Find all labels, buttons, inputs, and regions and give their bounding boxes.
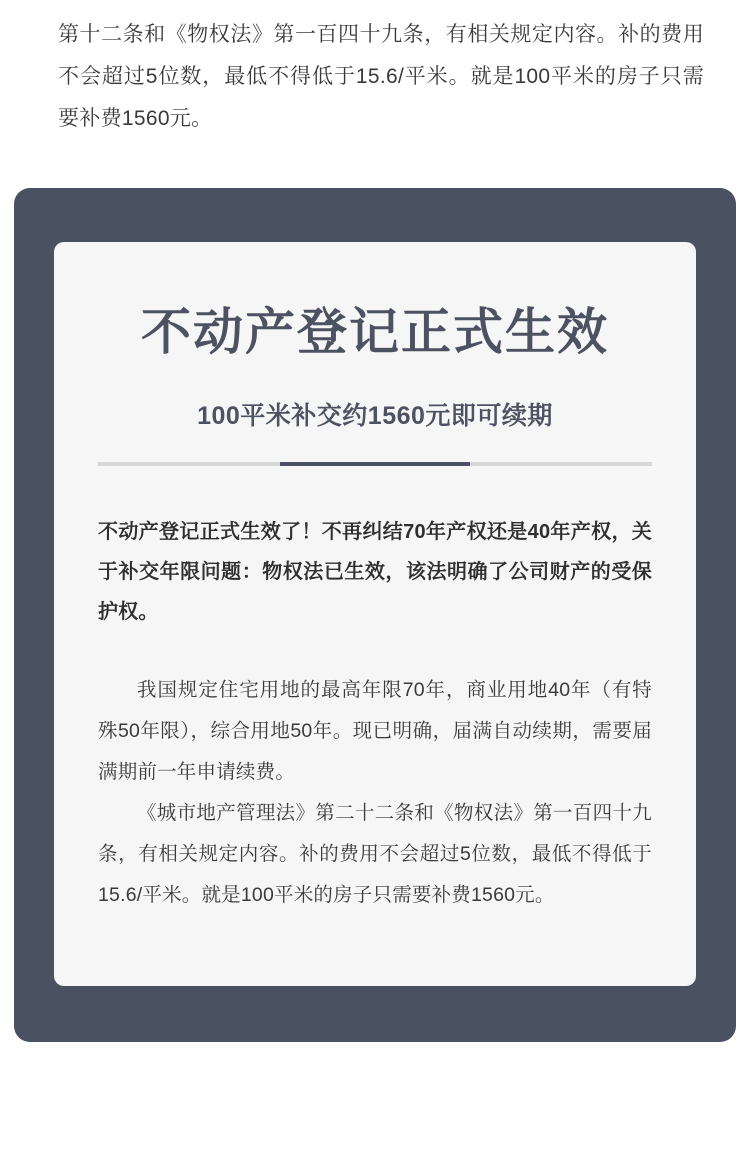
divider-accent <box>280 462 470 466</box>
highlight-card-inner <box>54 242 696 986</box>
highlight-card <box>14 188 736 1042</box>
card-lead-text: 不动产登记正式生效了！不再纠结70年产权还是40年产权，关于补交年限问题：物权法已生效，该法明确了公司财产的受保护权。 <box>98 520 652 623</box>
section-divider <box>98 462 652 466</box>
card-body-paragraph-2: 《城市地产管理法》第二十二条和《物权法》第一百四十九条，有相关规定内容。补的费用不会超过5位数，最低不得低于15.6/平米。就是100平米的房子只需要补费1560元。 <box>98 801 652 906</box>
card-body <box>98 670 652 916</box>
card-headline: 不动产登记正式生效 <box>141 304 609 360</box>
intro-paragraph: 第十二条和《物权法》第一百四十九条，有相关规定内容。补的费用不会超过5位数，最低不得低于15.6/平米。就是100平米的房子只需要补费1560元。 <box>58 23 704 130</box>
card-subheadline: 100平米补交约1560元即可续期 <box>197 401 553 430</box>
card-body-paragraph-1: 我国规定住宅用地的最高年限70年，商业用地40年（有特殊50年限），综合用地50年。现已明确，届满自动续期，需要届满期前一年申请续费。 <box>98 678 652 783</box>
intro-paragraph-block <box>0 0 750 140</box>
